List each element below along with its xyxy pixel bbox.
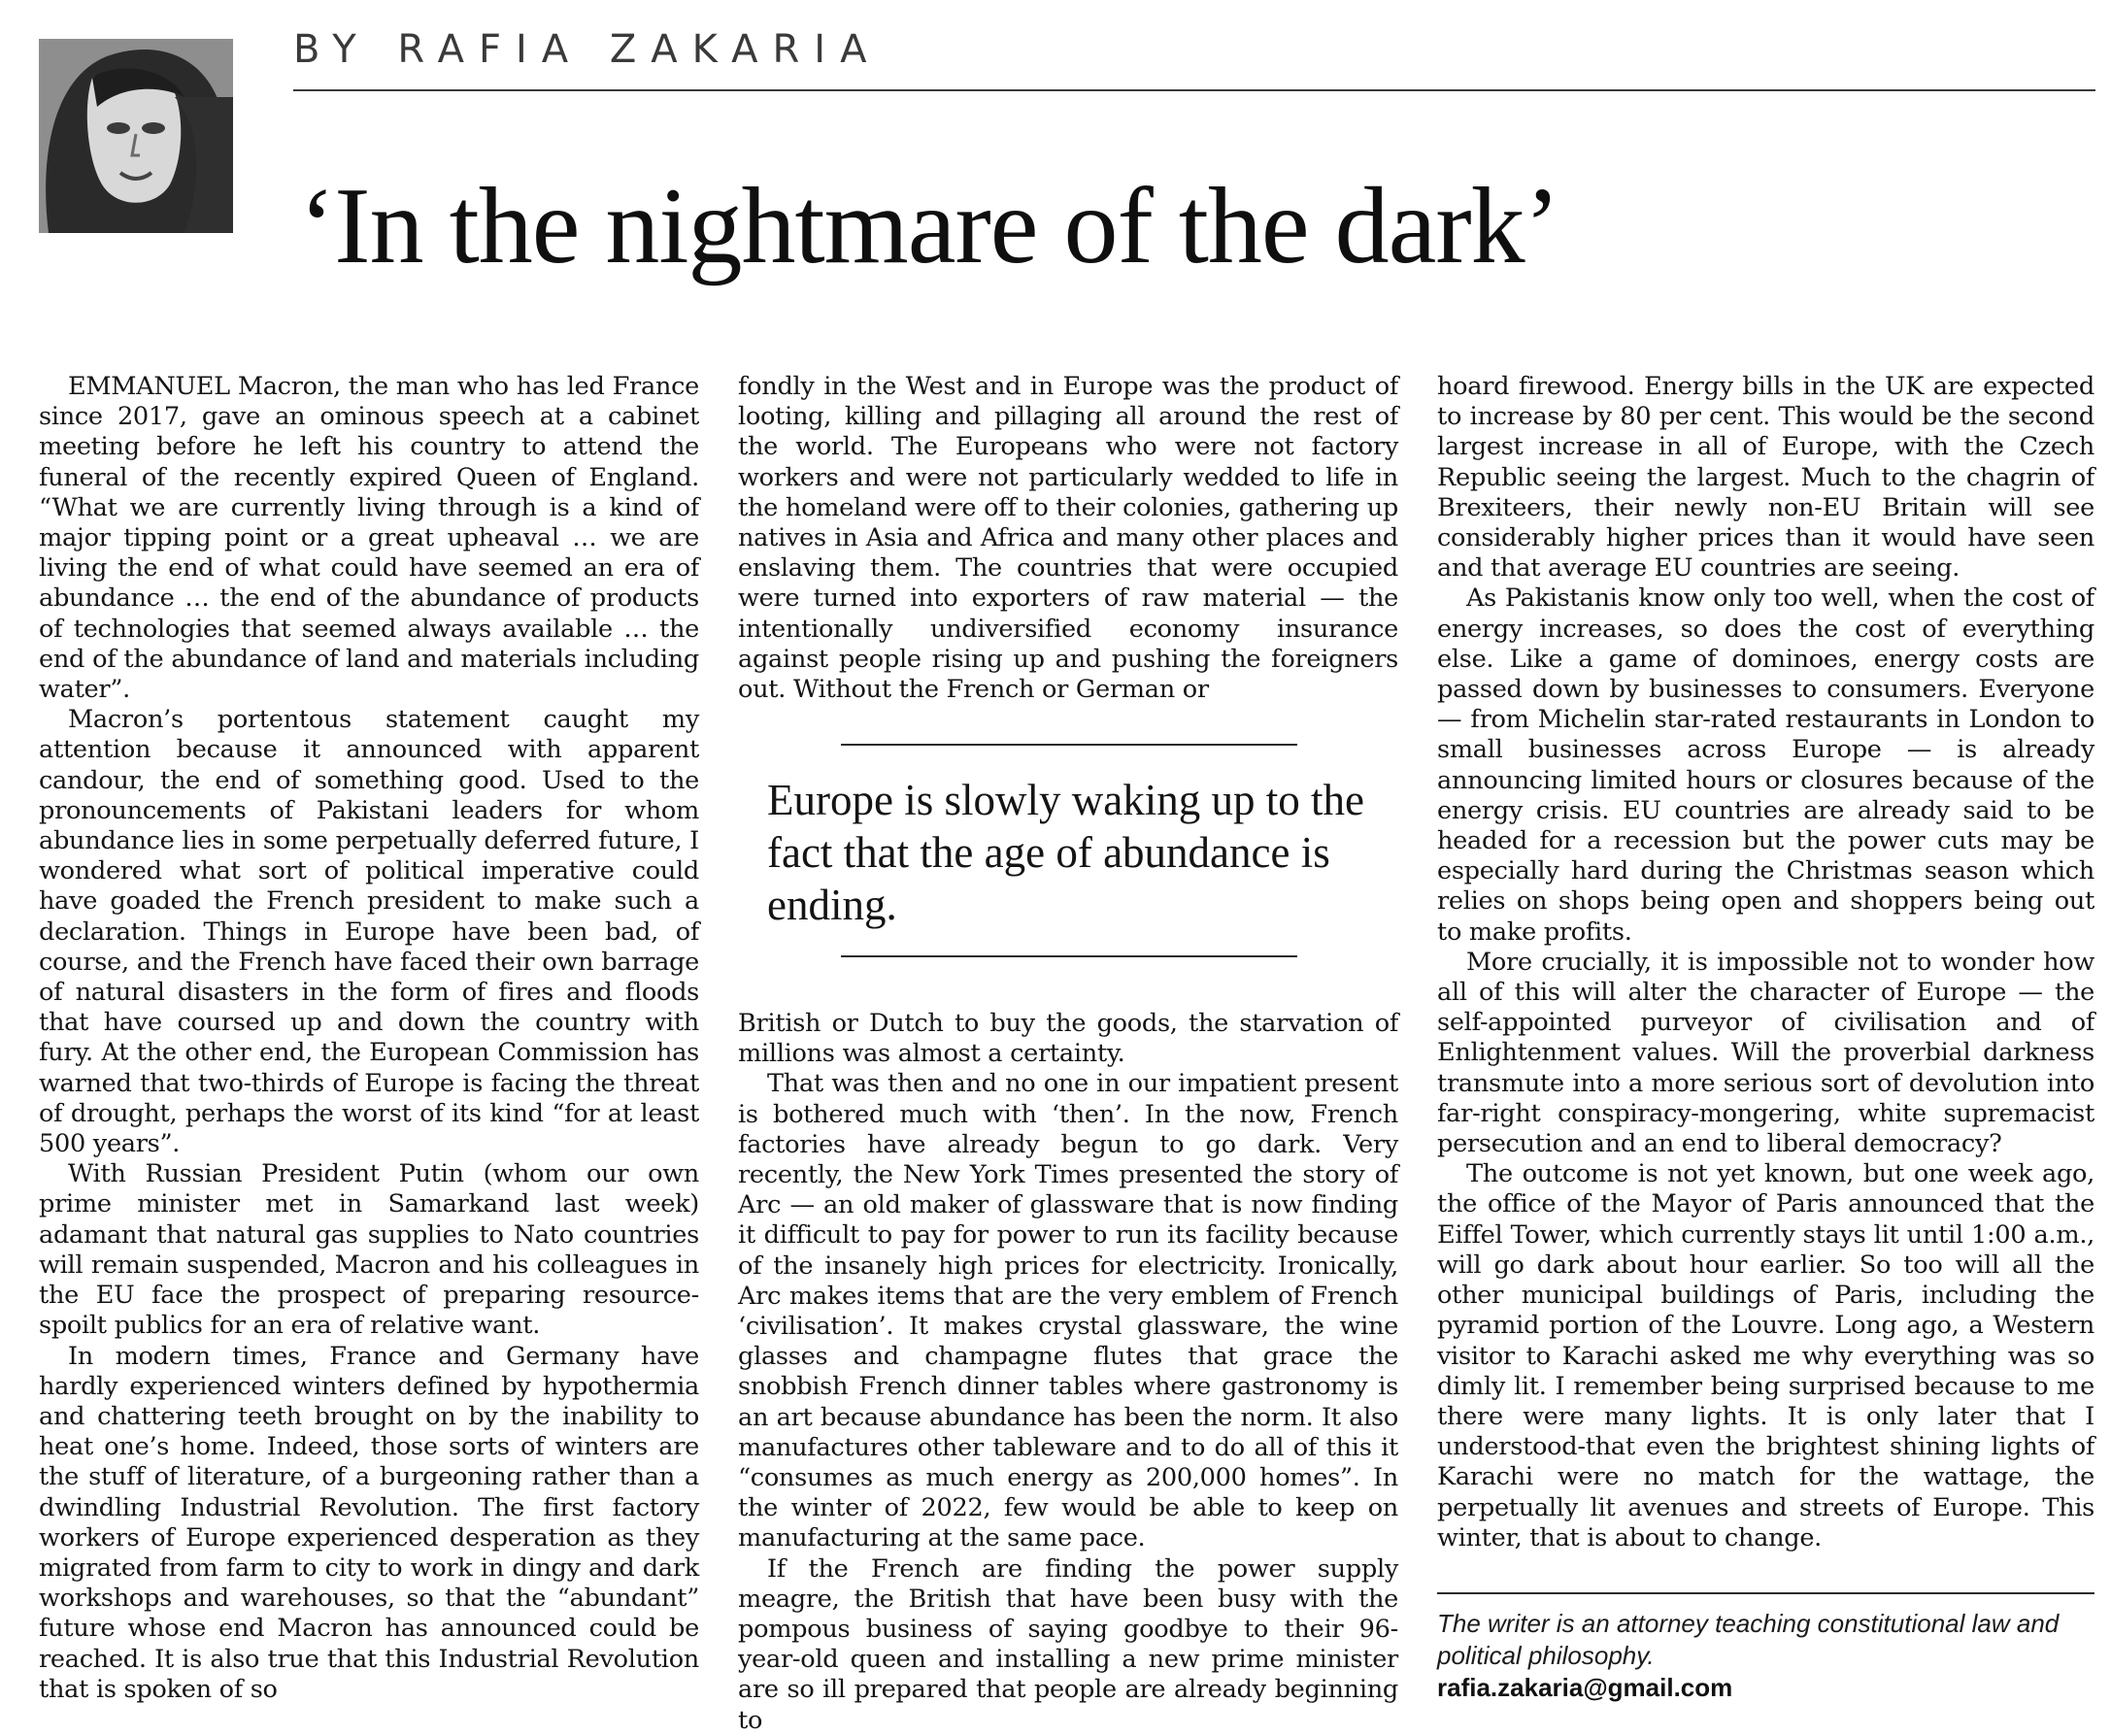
paragraph: As Pakistanis know only too well, when the cost of energy increases, so does the cost of everything else. Like a game of dominoes, energy costs are passed down by businesses to consumers. Everyone — from Michelin star-rated restaurants in London to small businesses across Europe — is already announcing limited hours or closures because of the energy crisis. EU countries are already said to be headed for a recession but the power cuts may be especially hard during the Christmas season which relies on shops being open and shoppers being out to make profits. [1437, 584, 2094, 947]
paragraph: British or Dutch to buy the goods, the starvation of millions was almost a certainty. [738, 1009, 1398, 1069]
pull-quote: Europe is slowly waking up to the fact that the age of abundance is ending. [767, 776, 1364, 929]
paragraph: In modern times, France and Germany have hardly experienced winters defined by hypothermia and chattering teeth brought on by the inability to heat one’s home. Indeed, those sorts of winters are the stuff of literature, of a burgeoning rather than a dwindling Industrial Revolution. The first factory workers of Europe experienced desperation as they migrated from farm to city to work in dingy and dark workshops and warehouses, so that the “abundant” future whose end Macron has announced could be reached. It is also true that this Industrial Revolution that is spoken of so [39, 1341, 699, 1704]
byline: BY RAFIA ZAKARIA [293, 27, 882, 72]
author-note-divider [1437, 1592, 2094, 1594]
pull-quote-top-rule [841, 744, 1297, 746]
article-column-1 [39, 372, 699, 1705]
paragraph: That was then and no one in our impatient present is bothered much with ‘then’. In the now, French factories have already begun to go dark. Very recently, the New York Times presented the story of Arc — an old maker of glassware that is now finding it difficult to pay for power to run its facility because of the insanely high prices for electricity. Ironically, Arc makes items that are the very emblem of French ‘civilisation’. It makes crystal glassware, the wine glasses and champagne flutes that grace the snobbish French dinner tables where gastronomy is an art because abundance has been the norm. It also manufactures other tableware and to do all of this it “consumes as much energy as 200,000 homes”. In the winter of 2022, few would be able to keep on manufacturing at the same pace. [738, 1069, 1398, 1553]
headline: ‘In the nightmare of the dark’ [299, 166, 1559, 286]
pull-quote-bottom-rule [841, 955, 1297, 957]
author-email[interactable]: rafia.zakaria@gmail.com [1437, 1673, 1733, 1702]
paragraph: hoard firewood. Energy bills in the UK are expected to increase by 80 per cent. This would be the second largest increase in all of Europe, with the Czech Republic seeing the largest. Much to the chagrin of Brexiteers, their newly non-EU Britain will see considerably higher prices than it would have seen and that average EU countries are seeing. [1437, 372, 2094, 584]
paragraph: EMMANUEL Macron, the man who has led France since 2017, gave an ominous speech at a cabinet meeting before he left his country to attend the funeral of the recently expired Queen of England. “What we are currently living through is a kind of major tipping point or a great upheaval … we are living the end of what could have seemed an era of abundance … the end of the abundance of products of technologies that seemed always available … the end of the abundance of land and materials including water”. [39, 372, 699, 705]
byline-divider [293, 89, 2095, 91]
paragraph: The outcome is not yet known, but one week ago, the office of the Mayor of Paris announced that the Eiffel Tower, which currently stays lit until 1:00 a.m., will go dark about hour earlier. So too will all the other municipal buildings of Paris, including the pyramid portion of the Louvre. Long ago, a Western visitor to Karachi asked me why everything was so dimly lit. I remember being surprised because to me there were many lights. It is only later that I understood-that even the brightest shining lights of Karachi were no match for the wattage, the perpetually lit avenues and streets of Europe. This winter, that is about to change. [1437, 1159, 2094, 1552]
portrait-image [39, 39, 233, 233]
paragraph: If the French are finding the power supply meagre, the British that have been busy with the pompous business of saying goodbye to their 96-year-old queen and installing a new prime minister are so ill prepared that people are already beginning to [738, 1553, 1398, 1735]
paragraph: fondly in the West and in Europe was the product of looting, killing and pillaging all around the rest of the world. The Europeans who were not factory workers and were not particularly wedded to life in the homeland were off to their colonies, gathering up natives in Asia and Africa and many other places and enslaving them. The countries that were occupied were turned into exporters of raw material — the intentionally undiversified economy insurance against people rising up and pushing the foreigners out. Without the French or German or [738, 372, 1398, 705]
article-column-2-bottom [738, 1009, 1398, 1736]
author-note: The writer is an attorney teaching constitutional law and political philosophy. [1437, 1609, 2060, 1670]
paragraph: More crucially, it is impossible not to wonder how all of this will alter the character of Europe — the self-appointed purveyor of civilisation and of Enlightenment values. Will the proverbial darkness transmute into a more serious sort of devolution into far-right conspiracy-mongering, white supremacist persecution and an end to liberal democracy? [1437, 947, 2094, 1159]
article-column-3 [1437, 372, 2094, 1553]
paragraph: With Russian President Putin (whom our own prime minister met in Samarkand last week) adamant that natural gas supplies to Nato countries will remain suspended, Macron and his colleagues in the EU face the prospect of preparing resource-spoilt publics for an era of relative want. [39, 1159, 699, 1341]
article-column-2-top [738, 372, 1398, 705]
paragraph: Macron’s portentous statement caught my attention because it announced with apparent candour, the end of something good. Used to the pronouncements of Pakistani leaders for whom abundance lies in some perpetually deferred future, I wondered what sort of political imperative could have goaded the French president to make such a declaration. Things in Europe have been bad, of course, and the French have faced their own barrage of natural disasters in the form of fires and floods that have coursed up and down the country with fury. At the other end, the European Commission has warned that two-thirds of Europe is facing the threat of drought, perhaps the worst of its kind “for at least 500 years”. [39, 705, 699, 1159]
author-portrait [39, 39, 233, 233]
